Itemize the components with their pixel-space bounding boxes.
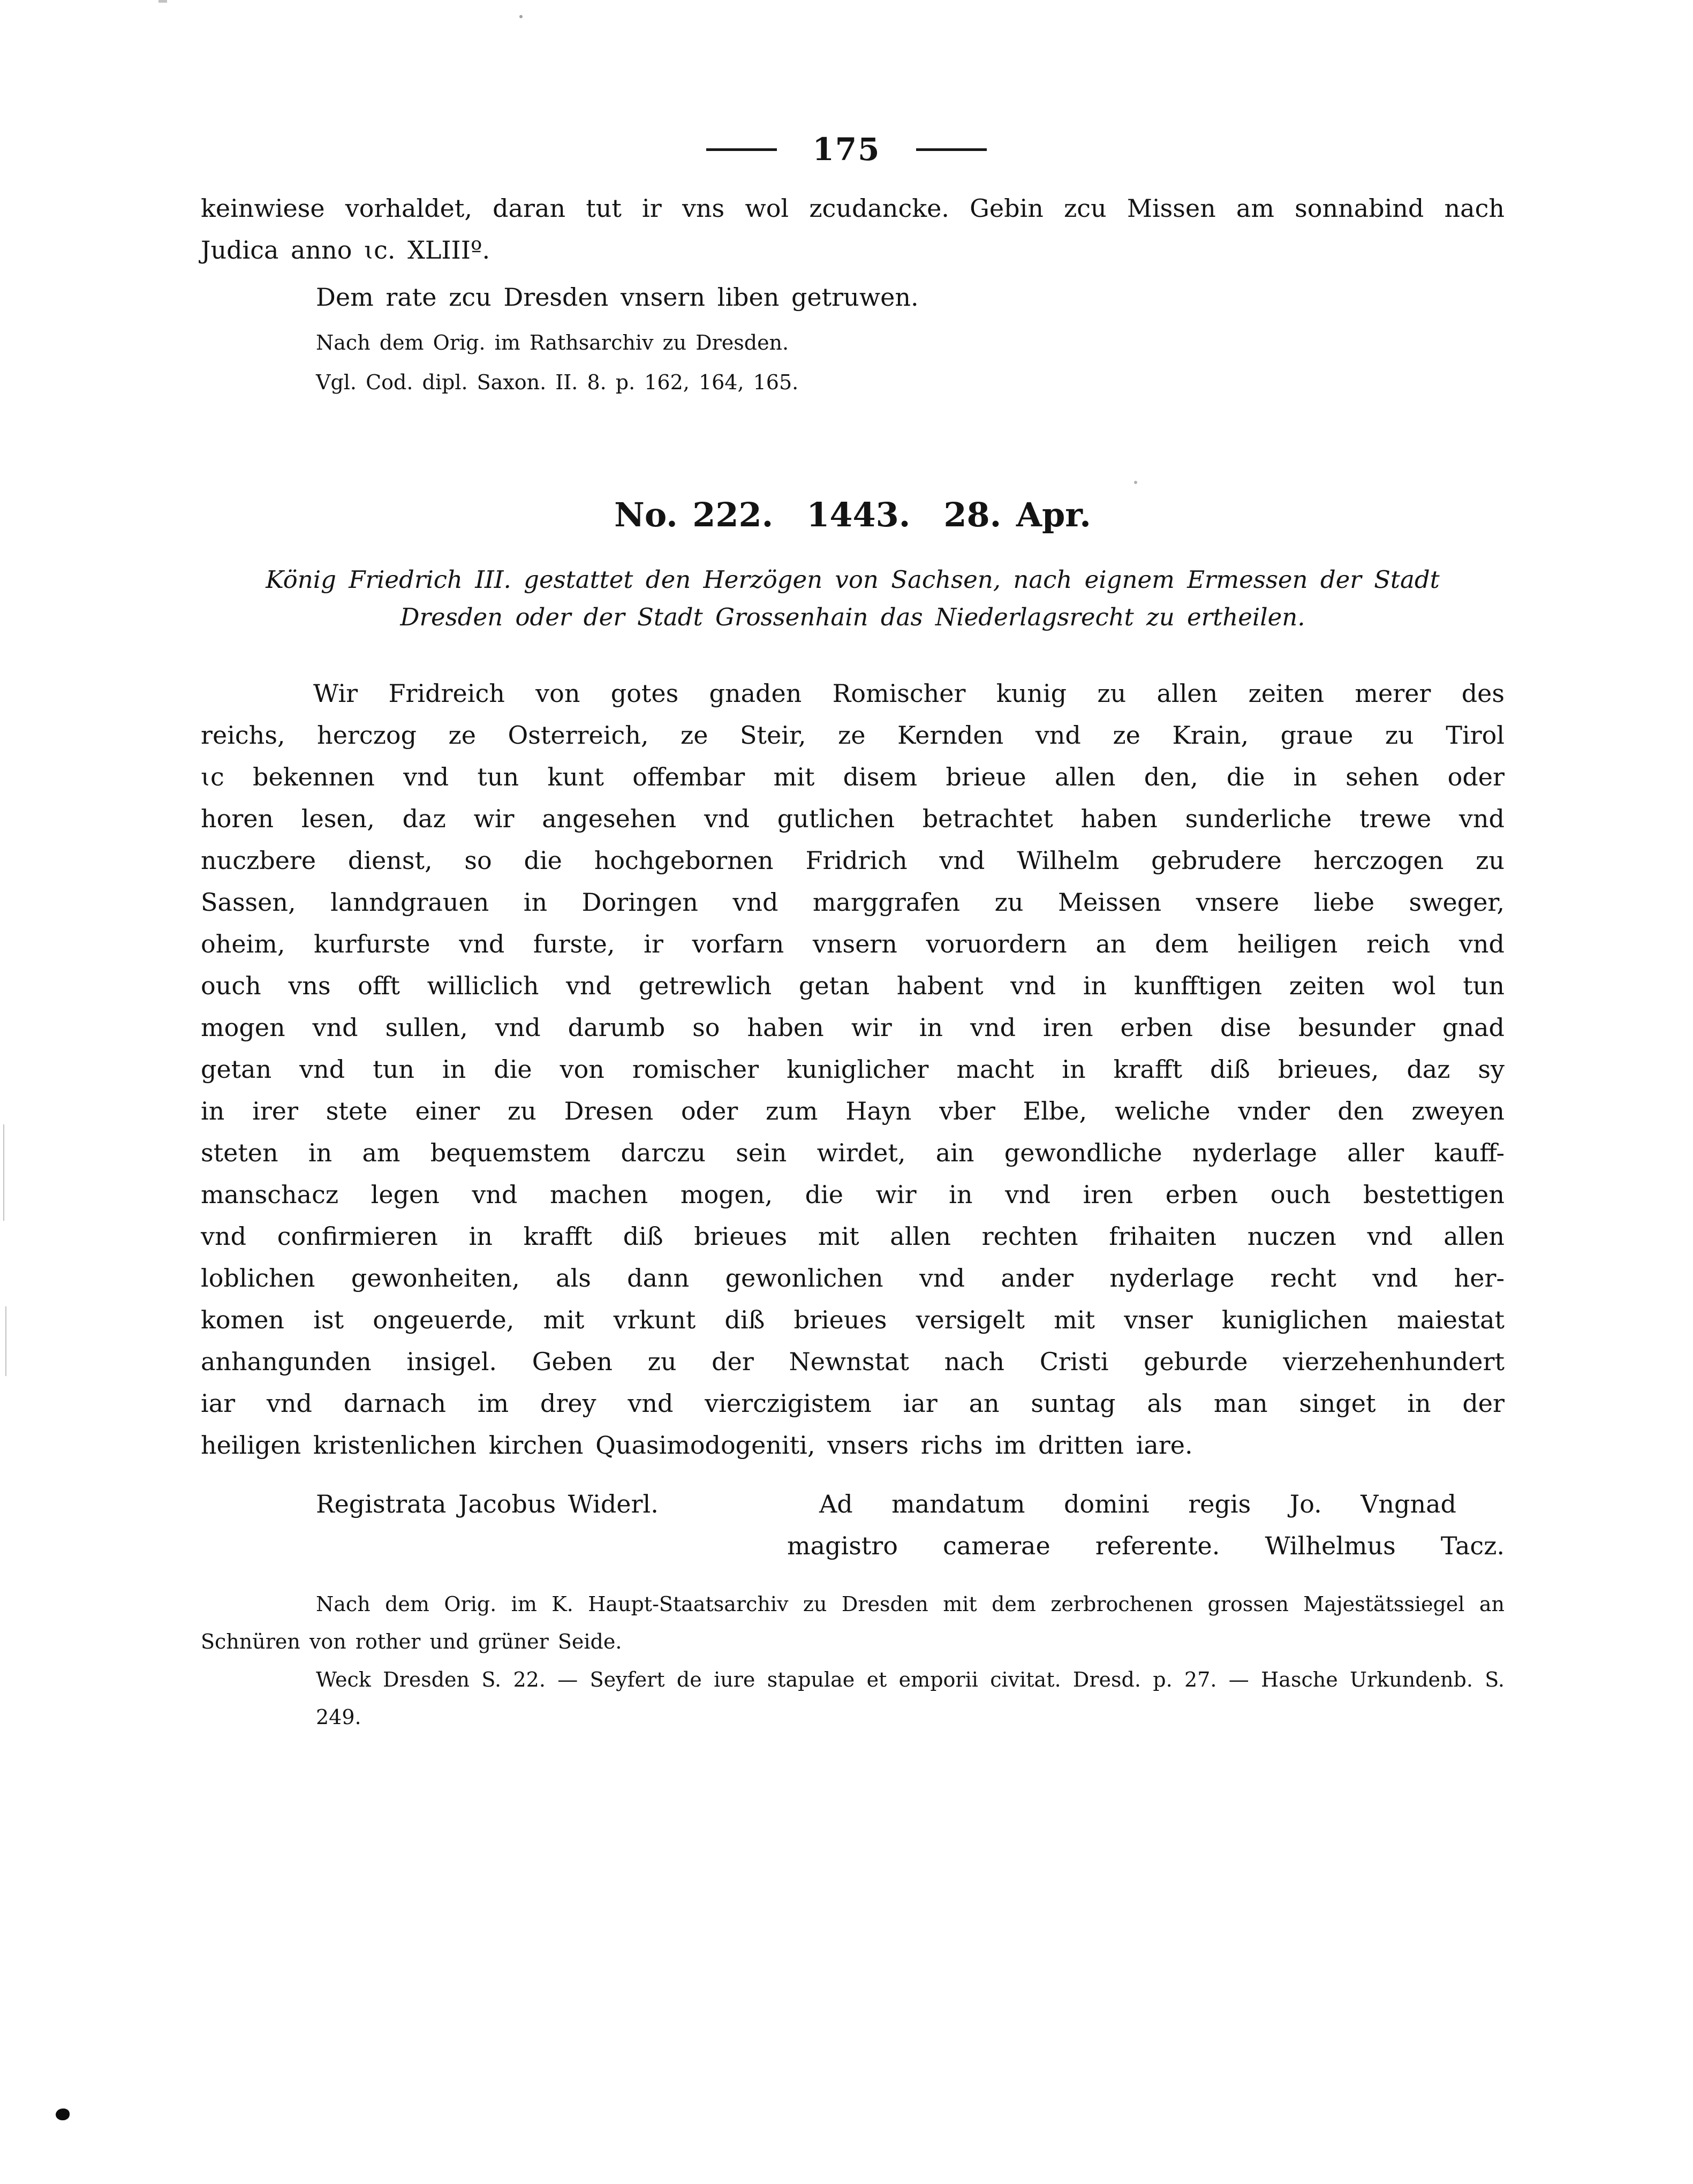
scan-edge-mark [3, 1124, 4, 1221]
scan-speck [519, 15, 523, 18]
summary-line: Dresden oder der Stadt Grossenhain das Niederlagsrecht zu ertheilen. [400, 603, 1305, 631]
body-line: loblichen gewonheiten, als dann gewonlichen vnd ander nyderlage recht vnd her- [201, 1264, 1505, 1293]
source-note-line: Schnüren von rother und grüner Seide. [201, 1630, 622, 1653]
closing-line: Dem rate zcu Dresden vnsern liben getruwen. [316, 283, 919, 312]
entry-references [201, 1661, 1505, 1736]
body-line: anhangunden insigel. Geben zu der Newnstat nach Cristi geburde vierzehenhundert [201, 1347, 1505, 1376]
body-line: manschacz legen vnd machen mogen, die wir in vnd iren erben ouch bestettigen [201, 1180, 1505, 1209]
source-note: Nach dem Orig. im Rathsarchiv zu Dresden. [316, 331, 789, 354]
header-left-rule [706, 148, 777, 151]
signature-row [201, 1525, 1505, 1567]
entry-summary [201, 561, 1505, 636]
previous-entry-paragraph [201, 187, 1505, 271]
source-note-line: Nach dem Orig. im K. Haupt-Staatsarchiv zu Dresden mit dem zerbrochenen grossen Majestätssiegel an [316, 1592, 1505, 1616]
body-line: mogen vnd sullen, vnd darumb so haben wir in vnd iren erben dise besunder gnad [201, 1013, 1505, 1042]
body-line: in irer stete einer zu Dresen oder zum Hayn vber Elbe, weliche vnder den zweyen [201, 1097, 1505, 1125]
body-line: komen ist ongeuerde, mit vrkunt diß brieues versigelt mit vnser kuniglichen maiestat [201, 1305, 1505, 1334]
body-line: oheim, kurfurste vnd furste, ir vorfarn vnsern voruordern an dem heiligen reich vnd [201, 929, 1505, 958]
scan-edge-mark [5, 1306, 6, 1376]
ink-dot [56, 2109, 70, 2120]
page-number: 175 [812, 131, 881, 168]
mandatum-signature: Ad mandatum domini regis Jo. Vngnad [819, 1490, 1456, 1518]
page-header [0, 131, 1693, 168]
signature-row [201, 1483, 1505, 1525]
body-line: getan vnd tun in die von romischer kuniglicher macht in krafft diß brieues, daz sy [201, 1055, 1505, 1084]
entry-body [201, 672, 1505, 1466]
source-note: Vgl. Cod. dipl. Saxon. II. 8. p. 162, 164, 165. [316, 371, 799, 394]
signature-block [201, 1483, 1505, 1567]
entry-source-note [201, 1585, 1505, 1660]
body-line: reichs, herczog ze Osterreich, ze Steir, ze Kernden vnd ze Krain, graue zu Tirol [201, 721, 1505, 750]
body-line: iar vnd darnach im drey vnd vierczigistem iar an suntag als man singet in der [201, 1389, 1505, 1418]
references-line: Weck Dresden S. 22. — Seyfert de iure stapulae et emporii civitat. Dresd. p. 27. — Hasche Urkundenb. S. 249. [316, 1668, 1505, 1729]
body-line: heiligen kristenlichen kirchen Quasimodogeniti, vnsers richs im dritten iare. [201, 1431, 1193, 1460]
previous-entry-source-notes [201, 323, 1505, 402]
previous-entry-closing [201, 276, 1505, 318]
body-line: nuczbere dienst, so die hochgebornen Fridrich vnd Wilhelm gebrudere herczogen zu [201, 846, 1505, 875]
paragraph-line: Judica anno ɩc. XLIIIº. [201, 236, 490, 265]
paragraph-line: keinwiese vorhaldet, daran tut ir vns wol zcudancke. Gebin zcu Missen am sonnabind nach [201, 194, 1505, 223]
scan-speck [1134, 481, 1137, 484]
scan-edge-mark [158, 0, 167, 3]
body-line: ouch vns offt williclich vnd getrewlich getan habent vnd in kunfftigen zeiten wol tun [201, 971, 1505, 1000]
body-line: vnd confirmieren in krafft diß brieues mit allen rechten frihaiten nuczen vnd allen [201, 1222, 1505, 1251]
body-line: ɩc bekennen vnd tun kunt offembar mit disem brieue allen den, die in sehen oder [201, 762, 1505, 791]
mandatum-signature-continuation: magistro camerae referente. Wilhelmus Tacz. [787, 1531, 1505, 1560]
body-line: Sassen, lanndgrauen in Doringen vnd marggrafen zu Meissen vnsere liebe sweger, [201, 888, 1505, 917]
entry-heading: No. 222. 1443. 28. Apr. [614, 495, 1091, 534]
summary-line: König Friedrich III. gestattet den Herzögen von Sachsen, nach eignem Ermessen der Stadt [266, 565, 1440, 594]
body-line: horen lesen, daz wir angesehen vnd gutlichen betrachtet haben sunderliche trewe vnd [201, 804, 1505, 833]
body-line: Wir Fridreich von gotes gnaden Romischer kunig zu allen zeiten merer des [313, 679, 1505, 708]
body-line: steten in am bequemstem darczu sein wirdet, ain gewondliche nyderlage aller kauff- [201, 1138, 1505, 1167]
header-right-rule [916, 148, 987, 151]
registrata-signature: Registrata Jacobus Widerl. [316, 1490, 659, 1518]
